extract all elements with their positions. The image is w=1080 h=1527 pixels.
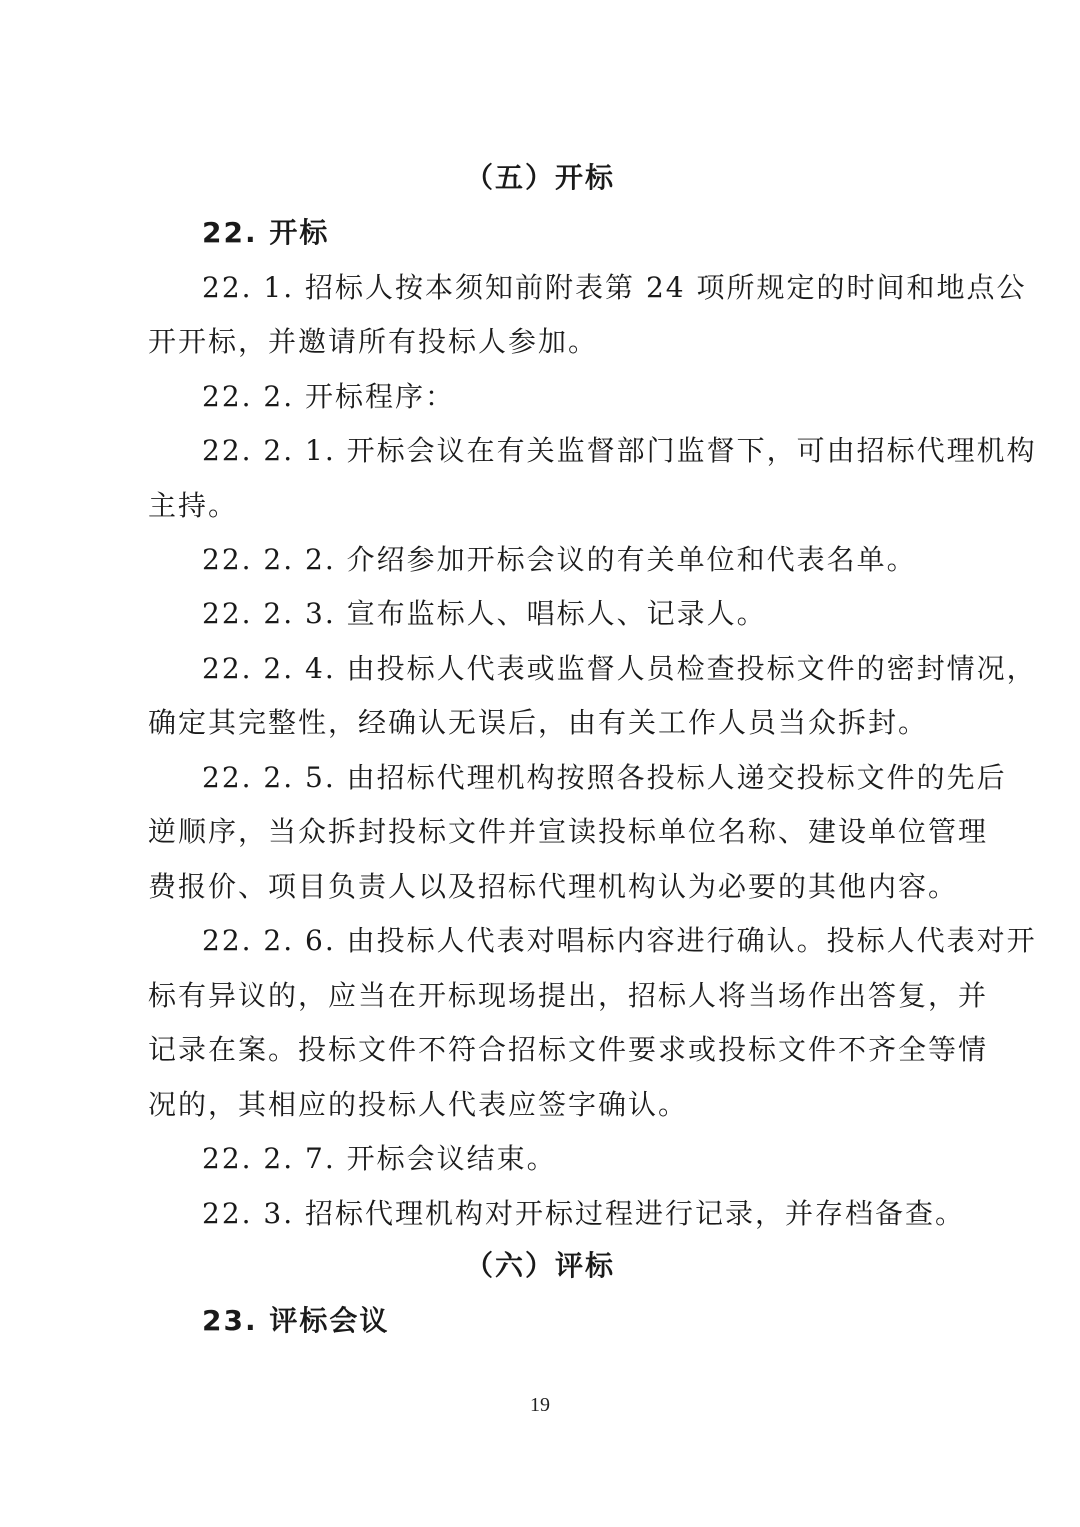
paragraph-22-1-line1: 22. 1. 招标人按本须知前附表第 24 项所规定的时间和地点公 — [202, 271, 1027, 304]
paragraph-22-2-5-line2: 逆顺序，当众拆封投标文件并宣读投标单位名称、建设单位管理 — [148, 815, 989, 848]
paragraph-22-3: 22. 3. 招标代理机构对开标过程进行记录，并存档备查。 — [202, 1197, 966, 1230]
paragraph-22-2-6-line2: 标有异议的，应当在开标现场提出，招标人将当场作出答复，并 — [148, 979, 989, 1012]
paragraph-22-2-5-line1: 22. 2. 5. 由招标代理机构按照各投标人递交投标文件的先后 — [202, 761, 1007, 794]
item-22-heading: 22. 开标 — [202, 216, 330, 249]
paragraph-22-2-4-line1: 22. 2. 4. 由投标人代表或监督人员检查投标文件的密封情况， — [202, 652, 1037, 685]
paragraph-22-2-2: 22. 2. 2. 介绍参加开标会议的有关单位和代表名单。 — [202, 543, 917, 576]
paragraph-22-2-4-line2: 确定其完整性，经确认无误后，由有关工作人员当众拆封。 — [148, 706, 929, 739]
paragraph-22-2: 22. 2. 开标程序： — [202, 380, 456, 413]
section-heading-evaluation: （六）评标 — [464, 1249, 615, 1282]
section-heading-opening: （五）开标 — [464, 161, 615, 194]
paragraph-22-2-6-line4: 况的，其相应的投标人代表应签字确认。 — [148, 1088, 689, 1121]
paragraph-22-2-1-line2: 主持。 — [148, 489, 239, 522]
paragraph-22-2-6-line3: 记录在案。投标文件不符合招标文件要求或投标文件不齐全等情 — [148, 1033, 989, 1066]
paragraph-22-2-6-line1: 22. 2. 6. 由投标人代表对唱标内容进行确认。投标人代表对开 — [202, 924, 1037, 957]
paragraph-22-2-5-line3: 费报价、项目负责人以及招标代理机构认为必要的其他内容。 — [148, 870, 959, 903]
paragraph-22-2-3: 22. 2. 3. 宣布监标人、唱标人、记录人。 — [202, 597, 767, 630]
item-23-heading: 23. 评标会议 — [202, 1304, 390, 1337]
paragraph-22-2-7: 22. 2. 7. 开标会议结束。 — [202, 1142, 557, 1175]
page-number: 19 — [530, 1394, 550, 1416]
paragraph-22-2-1-line1: 22. 2. 1. 开标会议在有关监督部门监督下，可由招标代理机构 — [202, 434, 1037, 467]
paragraph-22-1-line2: 开开标，并邀请所有投标人参加。 — [148, 325, 599, 358]
